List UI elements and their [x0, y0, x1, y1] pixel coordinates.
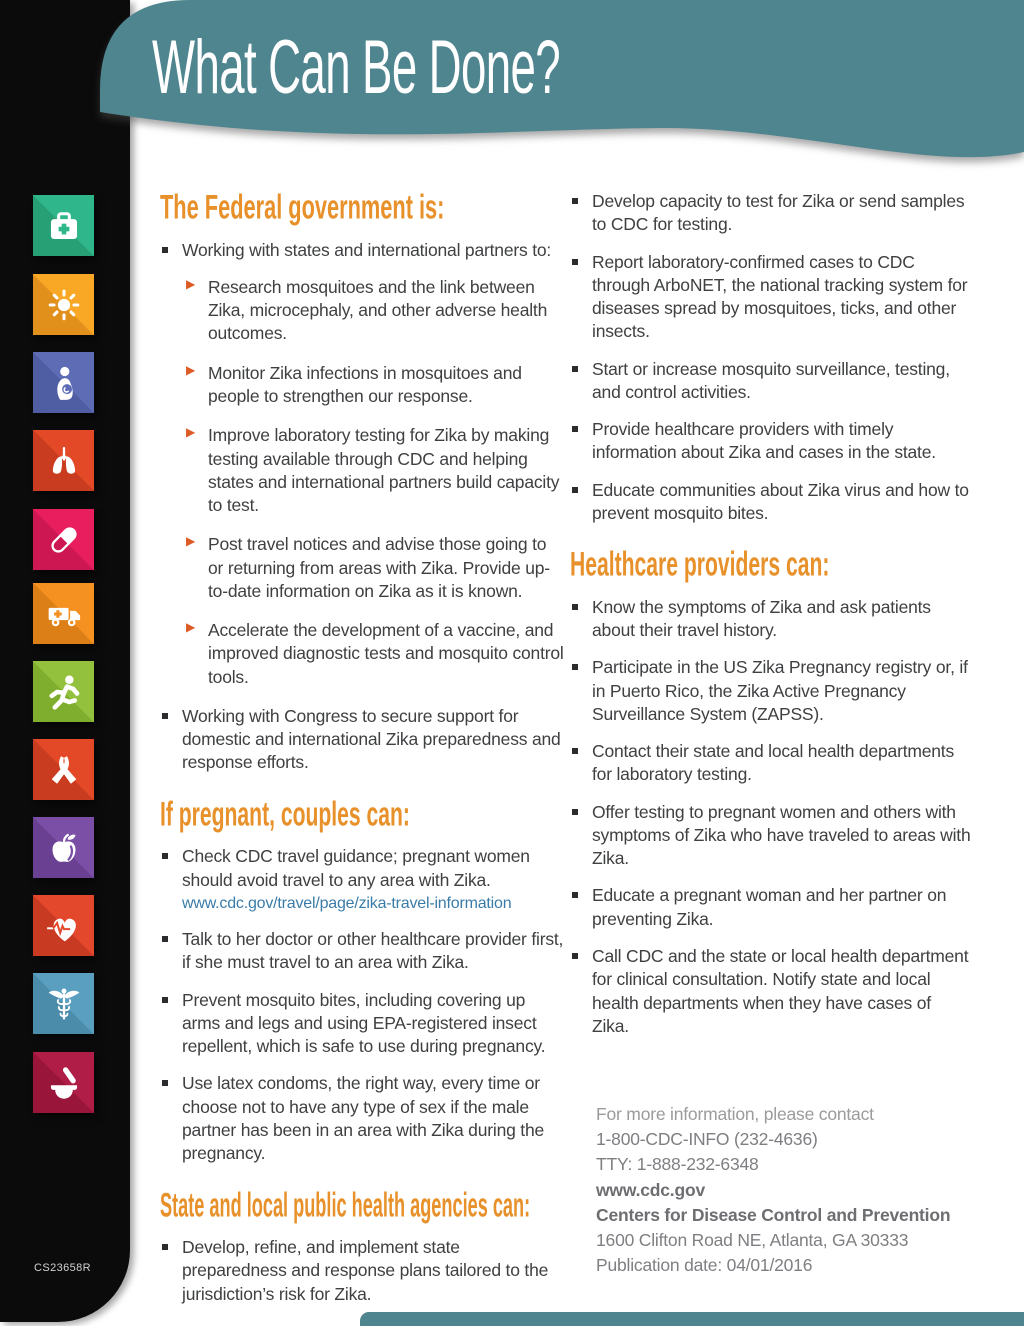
contact-block [596, 1102, 986, 1278]
list-item: Provide healthcare providers with timely information about Zika and cases in the state. [570, 418, 972, 465]
right-column [570, 190, 972, 1052]
list-item: ▶ Monitor Zika infections in mosquitoes and people to strengthen our response. [186, 362, 564, 409]
first-aid-kit-icon [33, 195, 94, 256]
sun-icon [33, 274, 94, 335]
list-item: ▶ Accelerate the development of a vaccine, and improved diagnostic tests and mosquito control tools. [186, 619, 564, 689]
publication-code: CS23658R [34, 1262, 92, 1274]
list-item: Report laboratory-confirmed cases to CDC through ArboNET, the national tracking system for diseases spread by mosquitoes, ticks, and other insects. [570, 251, 972, 344]
left-column [160, 187, 564, 1320]
heart-pulse-icon [33, 895, 94, 956]
list-item: Offer testing to pregnant women and others with symptoms of Zika who have traveled to areas with Zika. [570, 801, 972, 871]
pregnant-list [160, 845, 564, 1165]
list-item: Use latex condoms, the right way, every time or choose not to have any type of sex if the male partner has been in an area with Zika during the pregnancy. [160, 1072, 564, 1165]
contact-intro: For more information, please contact [596, 1104, 874, 1124]
zika-travel-info-link[interactable]: www.cdc.gov/travel/page/zika-travel-information [182, 894, 512, 912]
state-local-list-left [160, 1236, 564, 1306]
list-item: Contact their state and local health departments for laboratory testing. [570, 740, 972, 787]
list-item: Educate communities about Zika virus and how to prevent mosquito bites. [570, 479, 972, 526]
list-item: Prevent mosquito bites, including covering up arms and legs and using EPA-registered insect repellent, which is safe to use during pregnancy. [160, 989, 564, 1059]
contact-tty: TTY: 1-888-232-6348 [596, 1154, 759, 1175]
state-local-list-right [570, 190, 972, 525]
list-item: Talk to her doctor or other healthcare provider first, if she must travel to an area with Zika. [160, 928, 564, 975]
healthcare-list [570, 596, 972, 1038]
list-item: Develop capacity to test for Zika or send samples to CDC for testing. [570, 190, 972, 237]
federal-list [160, 239, 564, 775]
pregnant-woman-icon [33, 352, 94, 413]
list-item: Participate in the US Zika Pregnancy registry or, if in Puerto Rico, the Zika Active Pregnancy Surveillance System (ZAPSS). [570, 656, 972, 726]
section-heading-federal: The Federal government is: [160, 187, 445, 226]
lungs-icon [33, 430, 94, 491]
list-item: ▶ Research mosquitoes and the link between Zika, microcephaly, and other adverse health outcomes. [186, 276, 564, 346]
section-heading-pregnant: If pregnant, couples can: [160, 793, 410, 833]
list-item: Working with Congress to secure support for domestic and international Zika preparedness and response efforts. [160, 705, 564, 775]
list-item: Educate a pregnant woman and her partner on preventing Zika. [570, 884, 972, 931]
contact-address: 1600 Clifton Road NE, Atlanta, GA 30333 [596, 1229, 909, 1250]
list-item: Develop, refine, and implement state preparedness and response plans tailored to the jurisdiction’s risk for Zika. [160, 1236, 564, 1306]
caduceus-icon [33, 973, 94, 1034]
contact-phone: 1-800-CDC-INFO (232-4636) [596, 1129, 818, 1150]
ambulance-icon [33, 583, 94, 644]
section-heading-state-local: State and local public health agencies can: [160, 1184, 531, 1224]
apple-icon [33, 817, 94, 878]
list-item: Start or increase mosquito surveillance, testing, and control activities. [570, 358, 972, 405]
list-item: Call CDC and the state or local health department for clinical consultation. Notify state and local health departments when they have cases of Zika. [570, 945, 972, 1038]
contact-org-name: Centers for Disease Control and Prevention [596, 1204, 951, 1225]
runner-icon [33, 661, 94, 722]
mortar-pestle-icon [33, 1052, 94, 1113]
contact-website: www.cdc.gov [596, 1179, 705, 1200]
pill-icon [33, 509, 94, 570]
awareness-ribbon-icon [33, 739, 94, 800]
footer-accent-bar [360, 1312, 1024, 1326]
page-title: What Can Be Done? [152, 25, 561, 110]
list-item: Know the symptoms of Zika and ask patients about their travel history. [570, 596, 972, 643]
list-item: ▶ Post travel notices and advise those going to or returning from areas with Zika. Provide up-to-date information on Zika as it is known. [186, 533, 564, 603]
list-item [160, 845, 564, 914]
list-item: ▶ Improve laboratory testing for Zika by making testing available through CDC and helping states and international partners build capacity to test. [186, 424, 564, 517]
list-item: Working with states and international partners to: [160, 239, 564, 262]
publication-date: Publication date: 04/01/2016 [596, 1255, 813, 1276]
list-item-text: Check CDC travel guidance; pregnant women should avoid travel to any area with Zika. [182, 846, 530, 890]
section-heading-healthcare: Healthcare providers can: [570, 544, 830, 584]
